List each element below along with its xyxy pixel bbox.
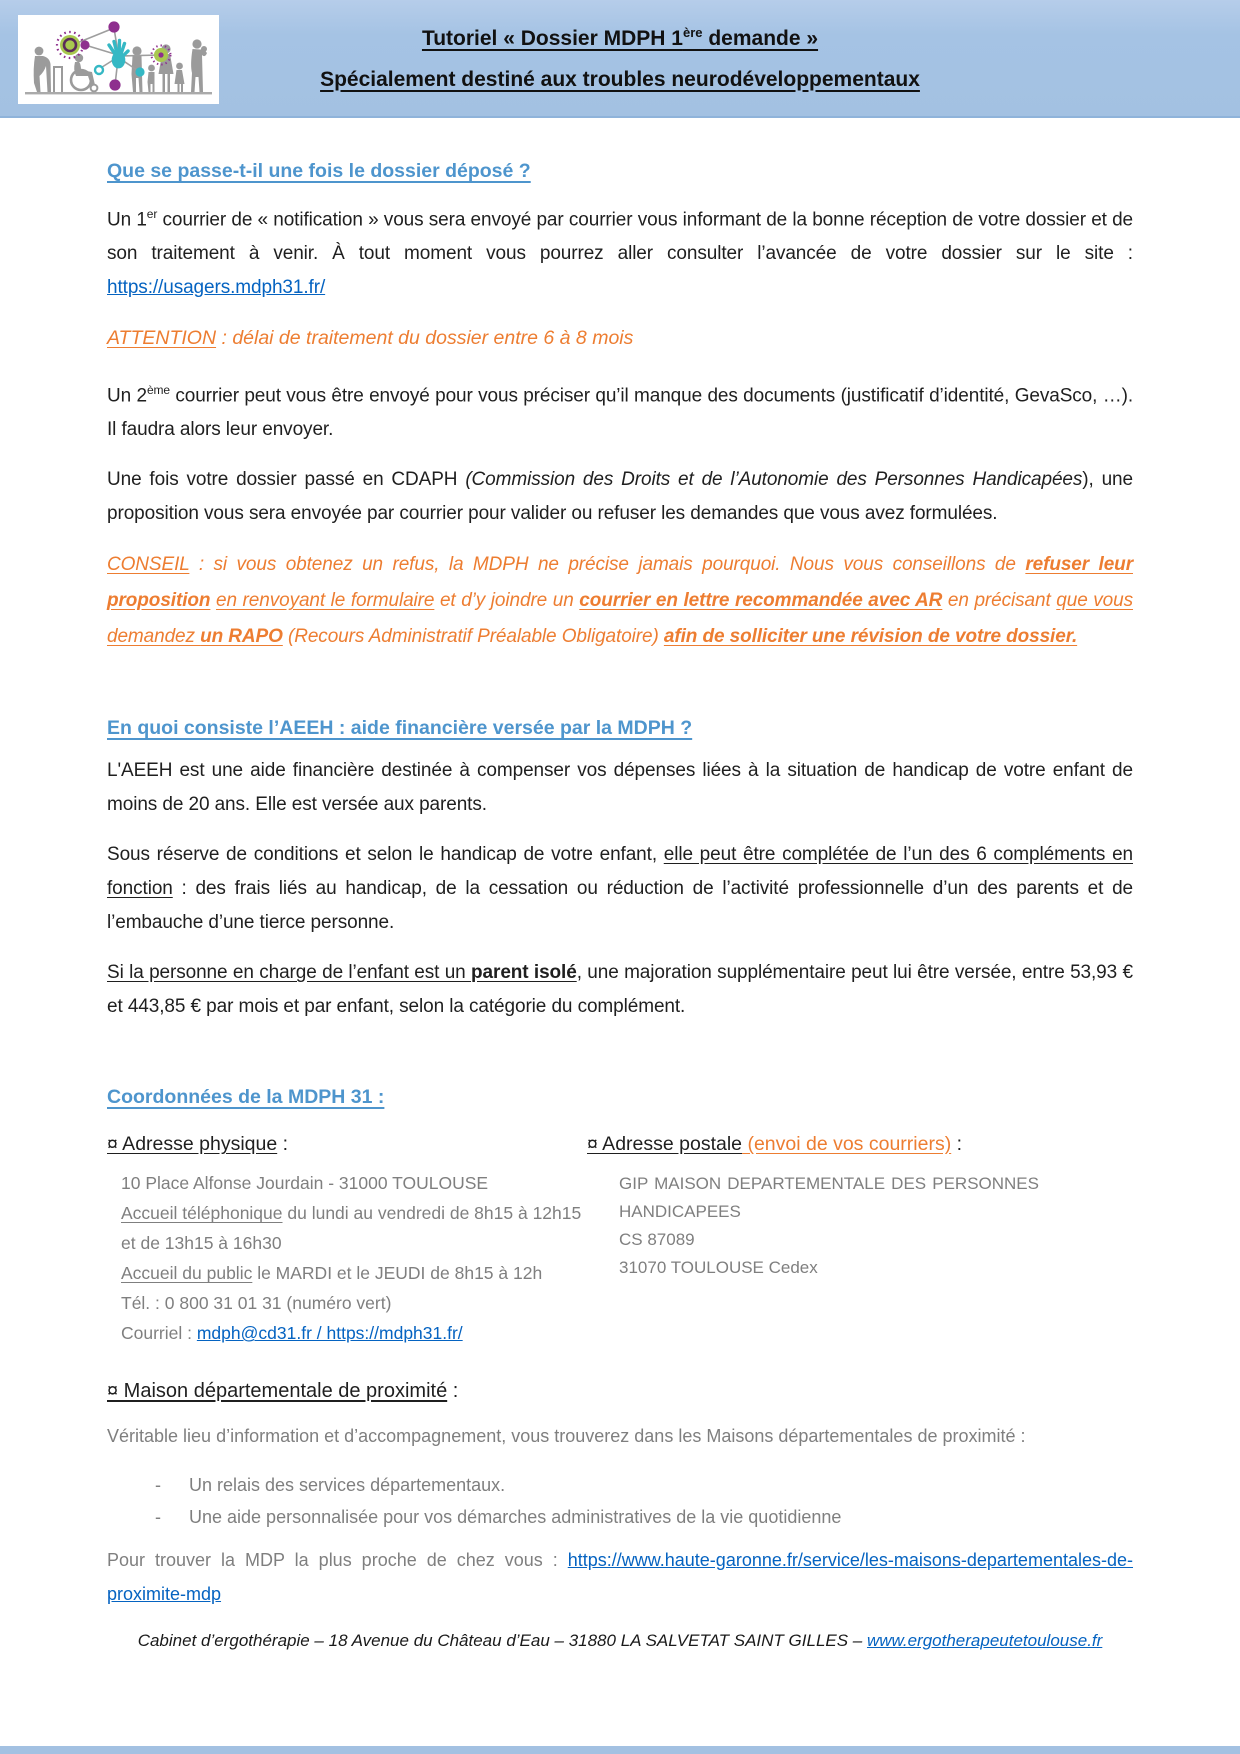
proximity-bullet-list [107,1469,1133,1533]
header-band [0,0,1240,118]
section-heading-dossier-depose: Que se passe-t-il une fois le dossier déposé ? [107,160,531,182]
ordinal-superscript: ème [146,382,170,397]
address-line: 10 Place Alfonse Jourdain - 31000 TOULOUSE [121,1173,489,1194]
dash-bullet: - [155,1507,161,1528]
postal-address-details [587,1170,1039,1282]
list-item: - Une aide personnalisée pour vos démarches administratives de la vie quotidienne [107,1501,1133,1533]
title-superscript: ère [682,24,703,40]
document-subtitle: Spécialement destiné aux troubles neurodéveloppementaux [320,67,920,91]
proximity-intro: Véritable lieu d’information et d’accompagnement, vous trouverez dans les Maisons départementales de proximité : [107,1426,1026,1447]
document-body [0,160,1240,1651]
ordinal-superscript: er [146,207,158,221]
document-footer: Cabinet d’ergothérapie – 18 Avenue du Château d’Eau – 31880 LA SALVETAT SAINT GILLES – www.ergotherapeutetoulouse.fr [137,1631,1103,1651]
usagers-mdph31-link[interactable]: https://usagers.mdph31.fr/ [107,277,326,299]
address-line: GIP MAISON DEPARTEMENTALE DES PERSONNES HANDICAPEES [619,1174,1039,1222]
header-titles [0,0,1240,116]
physical-address-label: ¤ Adresse physique : [107,1133,289,1156]
phone-line: Tél. : 0 800 31 01 31 (numéro vert) [121,1293,392,1314]
postal-address-column [587,1133,1133,1348]
paragraph-parent-isole: Si la personne en charge de l’enfant est un parent isolé, une majoration supplémentaire peut lui être versée, entre 53,93 € et 443,85 € par mois et par enfant, selon la catégorie du complément. [107,962,1133,1018]
section-heading-coordonnees: Coordonnées de la MDPH 31 : [107,1086,385,1109]
paragraph-aeeh-definition: L'AEEH est une aide financière destinée à compenser vos dépenses liées à la situation de handicap de votre enfant de moins de 20 ans. Elle est versée aux parents. [107,760,1133,816]
paragraph-complements: Sous réserve de conditions et selon le handicap de votre enfant, elle peut être complétée de l’un des 6 compléments en fonction : des frais liés au handicap, de la cessation ou réduction de l’activité professionnelle d’un des parents et de l’embauche d’une tierce personne. [107,844,1133,934]
address-line: CS 87089 [619,1230,695,1250]
section-heading-aeeh: En quoi consiste l’AEEH : aide financière versée par la MDPH ? [107,717,693,740]
email-line: Courriel : mdph@cd31.fr / https://mdph31.fr/ [121,1323,463,1344]
attention-note: ATTENTION : délai de traitement du dossier entre 6 à 8 mois [107,327,634,350]
dash-bullet: - [155,1475,161,1496]
address-line: Accueil du public le MARDI et le JEUDI de 8h15 à 12h [121,1263,543,1284]
addresses-columns [107,1133,1133,1348]
physical-address-details [107,1168,587,1348]
footer-band [0,1746,1240,1754]
paragraph-cdaph: Une fois votre dossier passé en CDAPH (Commission des Droits et de l’Autonomie des Personnes Handicapées), une proposition vous sera envoyée par courrier pour valider ou refuser les demandes que vous avez formulées. [107,469,1133,525]
paragraph-deuxieme-courrier: Un 2ème courrier peut vous être envoyé pour vous préciser qu’il manque des documents (justificatif d’identité, GevaSco, …). Il faudra alors leur envoyer. [107,382,1134,441]
attention-label: ATTENTION [107,327,217,350]
postal-address-label: ¤ Adresse postale (envoi de vos courriers) : [587,1133,963,1156]
physical-address-column [107,1133,587,1348]
document-title: Tutoriel « Dossier MDPH 1ère demande » [421,24,819,50]
address-line: 31070 TOULOUSE Cedex [619,1258,818,1278]
list-item: - Un relais des services départementaux. [107,1469,1133,1501]
paragraph-notification: Un 1er courrier de « notification » vous sera envoyé par courrier vous informant de la bonne réception de votre dossier et de son traitement à venir. À tout moment vous pourrez aller consulter l’avancée de votre dossier sur le site : https://usagers.mdph31.fr/ [107,207,1134,299]
conseil-note: CONSEIL : si vous obtenez un refus, la MDPH ne précise jamais pourquoi. Nous vous conseillons de refuser leur proposition en renvoyant le formulaire et d’y joindre un courrier en lettre recommandée avec AR en précisant que vous demandez un RAPO (Recours Administratif Préalable Obligatoire) afin de solliciter une révision de votre dossier. [107,554,1134,648]
mdph-email-link[interactable]: mdph@cd31.fr / https://mdph31.fr/ [196,1323,463,1344]
conseil-label: CONSEIL [107,554,190,576]
haute-garonne-link[interactable]: https://www.haute-garonne.fr/service/les-maisons-departementales-de-proximite-mdp [107,1550,1133,1605]
ergotherapeute-website-link[interactable]: www.ergotherapeutetoulouse.fr [866,1631,1103,1651]
find-mdp-paragraph: Pour trouver la MDP la plus proche de chez vous : https://www.haute-garonne.fr/service/les-maisons-departementales-de-proximite-mdp [107,1550,1133,1605]
address-line: Accueil téléphonique du lundi au vendredi de 8h15 à 12h15 et de 13h15 à 16h30 [121,1203,582,1254]
proximity-house-label: ¤ Maison départementale de proximité : [107,1380,459,1403]
